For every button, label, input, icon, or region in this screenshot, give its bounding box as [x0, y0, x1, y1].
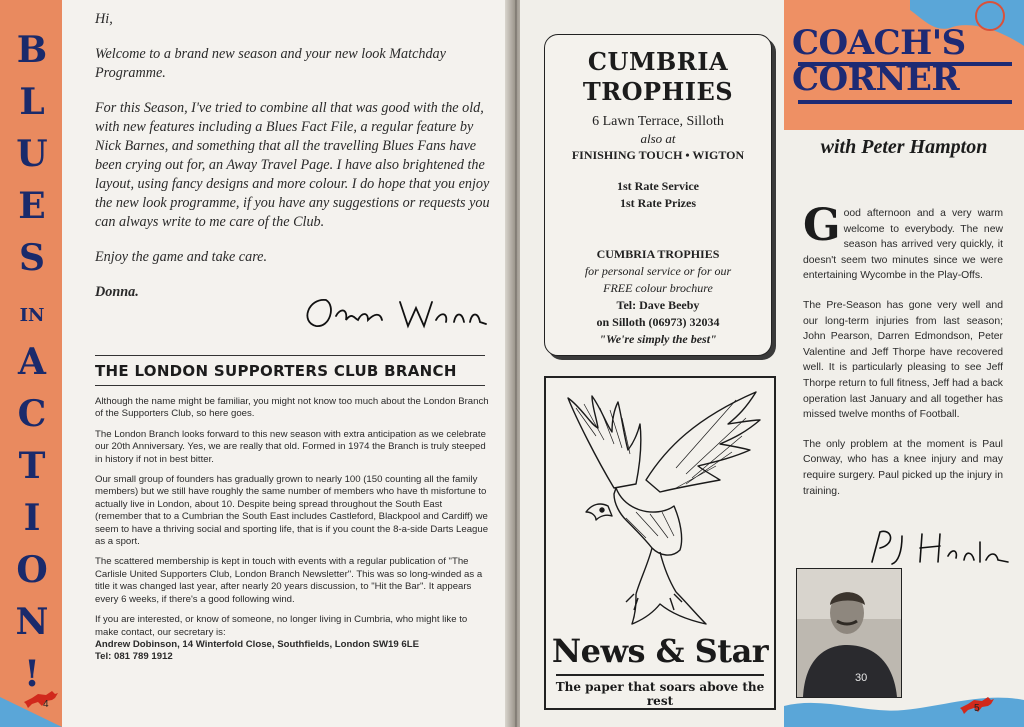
coach-paragraph-3: The only problem at the moment is Paul Conway, who has a knee injury and may require surgery. Paul picked up the injury in training.: [803, 438, 1003, 497]
editor-letter: [95, 10, 490, 318]
coach-dropcap: G: [803, 200, 841, 251]
trophies-title-line-1: CUMBRIA: [587, 47, 729, 76]
bottom-wave-decoration-icon: [784, 686, 1024, 727]
photo-shirt-number: 30: [855, 672, 868, 684]
letter-paragraph-1: Welcome to a brand new season and your new look Matchday Programme.: [95, 46, 446, 81]
strip-letter: !: [24, 653, 40, 695]
strip-letter: IN: [19, 305, 45, 326]
news-star-rule: [556, 674, 764, 676]
strip-letter: C: [17, 393, 47, 435]
blues-in-action-strip: [0, 0, 62, 727]
coach-paragraph-1: [803, 200, 1003, 284]
strip-letter: U: [16, 133, 48, 175]
eagle-illustration-icon: [556, 388, 764, 628]
coach-photo: [796, 568, 902, 698]
strip-letter: B: [16, 29, 48, 71]
fox-icon: [22, 688, 60, 710]
strip-letters: [8, 30, 56, 700]
editor-signature: [296, 282, 496, 342]
trophies-service: 1st Rate Service: [617, 179, 699, 193]
trophies-also-at: also at: [640, 131, 676, 146]
strip-letter: A: [18, 341, 46, 383]
letter-signoff: Donna.: [95, 284, 139, 300]
coaches-corner-header: [784, 0, 1024, 130]
branch-paragraph-3: Our small group of founders has gradually grown to nearly 100 (150 counting all the family members) but we still have roughly the same number of members who have th misfortune to actually live in London, about 10. Despite being spread throughout the South East (remember that to a Cumbrian the South East includes Castleford, Blackpool and Cardiff) we seem to have a thriving social and sporting life, that is if you count the 8-a-side Darts League as a sport.: [95, 474, 489, 548]
trophies-prizes: 1st Rate Prizes: [620, 196, 696, 210]
coach-portrait-icon: [797, 569, 901, 697]
strip-letter: E: [18, 185, 46, 227]
trophies-title-line-2: TROPHIES: [582, 77, 734, 106]
section-rule-bottom: [95, 385, 485, 386]
trophies-tel-line: Tel: Dave Beeby: [616, 298, 700, 312]
strip-letter: I: [23, 497, 41, 539]
branch-paragraph-1: Although the name might be familiar, you might not know too much about the London Branch of the Supporters Club, so here goes.: [95, 396, 489, 420]
strip-letter: L: [19, 81, 45, 123]
branch-contact-address: Andrew Dobinson, 14 Winterfold Close, Southfields, London SW19 6LE: [95, 638, 419, 650]
strip-letter: N: [15, 601, 49, 643]
coaches-corner-title: [792, 25, 1016, 97]
coach-paragraph-1-text: ood afternoon and a very warm welcome to everybody. The new season has arrived very quickly, it doesn't seem two minutes since we were entertaining Wycombe in the Play-Offs.: [803, 208, 1003, 282]
coach-byline: with Peter Hampton: [820, 136, 988, 158]
letter-greeting: Hi,: [95, 11, 113, 27]
trophies-address: 6 Lawn Terrace, Silloth: [592, 114, 724, 129]
section-rule-top: [95, 355, 485, 356]
trophies-second-location: FINISHING TOUCH • WIGTON: [571, 148, 745, 162]
coach-title-line-lower: [798, 100, 1012, 104]
page-number-right: 5: [974, 703, 980, 714]
strip-letter: S: [19, 237, 45, 279]
page-number-left: 4: [43, 699, 49, 710]
coach-signature: [862, 522, 1022, 572]
strip-letter: T: [18, 445, 46, 487]
coach-title-line-1: COACH'S: [792, 23, 966, 63]
news-star-tagline: The paper that soars above the rest: [555, 680, 765, 708]
coach-title-line-2: CORNER: [792, 59, 960, 99]
coach-paragraph-2: The Pre-Season has gone very well and our long-term injuries from last season; John Pearson, Darren Edmondson, Peter Valentine and Jeff Thorpe have recovered well. It is particularly pleasing to see Jeff Thorpe return to full fitness, Jeff had a back operation last January and all together has missed twelve months of Football.: [803, 299, 1003, 421]
trophies-tagline-2: FREE colour brochure: [603, 281, 713, 295]
coach-article: [803, 200, 1003, 513]
trophies-tel-number: on Silloth (06973) 32034: [596, 315, 720, 329]
trophies-name-repeat: CUMBRIA TROPHIES: [596, 247, 720, 261]
news-and-star-ad: [544, 376, 776, 710]
trophies-slogan: "We're simply the best": [599, 332, 717, 346]
london-branch-title: THE LONDON SUPPORTERS CLUB BRANCH: [95, 362, 457, 380]
london-branch-article: [95, 396, 490, 664]
cumbria-trophies-ad: [544, 34, 772, 356]
letter-paragraph-3: Enjoy the game and take care.: [95, 249, 268, 265]
trophies-tagline-1: for personal service or for our: [584, 264, 732, 278]
letter-paragraph-2: For this Season, I've tried to combine all that was good with the old, with new features including a Blues Fact File, a regular feature by Nick Barnes, and something that all the travelling Blues Fans have been crying out for, an Away Travel Page. I have also brightened the layout, using fancy designs and more colour. I do hope that you enjoy the new look programme, if you have any suggestions or requests you can always write to me care of the Club.: [95, 100, 490, 230]
branch-paragraph-2: The London Branch looks forward to this new season with extra anticipation as we celebrate our 20th Anniversary. Yes, we are really that old. Formed in 1974 the Branch is truly steeped in history if not in best bitter.: [95, 428, 486, 465]
right-page: [520, 0, 1024, 727]
news-star-title: News & Star: [551, 632, 769, 670]
branch-contact-tel: Tel: 081 789 1912: [95, 651, 173, 663]
branch-paragraph-5: If you are interested, or know of someone, no longer living in Cumbria, who might like to make contact, our secretary is:: [95, 614, 468, 638]
branch-paragraph-4: The scattered membership is kept in touch with events with a regular publication of "The Carlisle United Supporters Club, London Branch Newsletter". This was so long-winded as a title it was changed last year, after nearly 20 years discussion, to "Hit the Bar". It appears every 6 weeks, if there's a good following wind.: [95, 556, 483, 605]
strip-letter: O: [16, 549, 48, 591]
